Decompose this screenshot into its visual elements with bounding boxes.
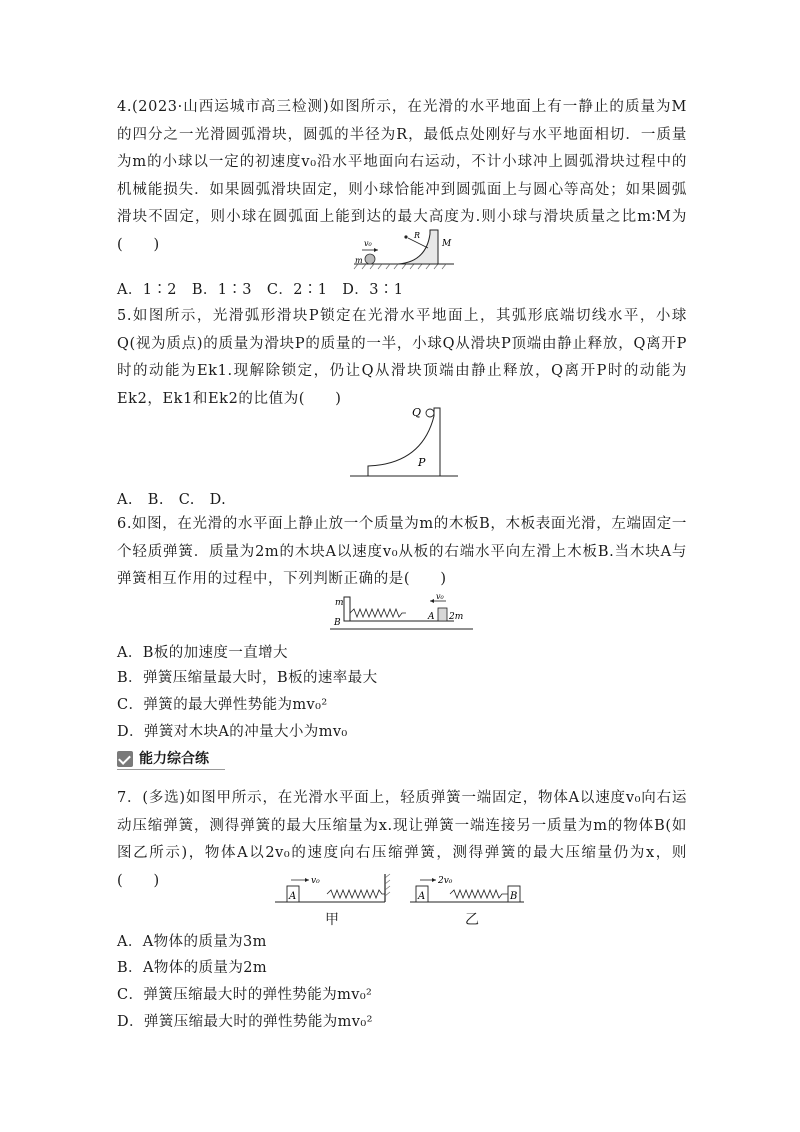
q6-v0-label: v₀: [436, 592, 444, 601]
q4-figure: [350, 226, 460, 276]
q7-option-d: D．弹簧压缩最大时的弹性势能为mv₀²: [117, 1014, 373, 1030]
q5-figure: [350, 398, 460, 488]
q7-option-c: C．弹簧压缩最大时的弹性势能为mv₀²: [117, 987, 373, 1003]
q5-Q-label: Q: [412, 406, 422, 419]
q6-m-label: m: [335, 598, 344, 608]
q6-option-c: C．弹簧的最大弹性势能为mv₀²: [117, 697, 328, 713]
q6-text: 6.如图，在光滑的水平面上静止放一个质量为m的木板B，木板表面光滑，左端固定一个轻质弹簧．质量为2m的木块A以速度v₀从板的右端水平向左滑上木板B.当木块A与弹簧相互作用的过程中，下列判断正确的是( ): [117, 516, 687, 587]
checkmark-icon: [117, 751, 133, 767]
q6-option-a: A．B板的加速度一直增大: [117, 645, 288, 661]
q4-M-label: M: [442, 239, 452, 249]
q7-figure-right: [410, 872, 526, 912]
q4-options: A．1∶2 B．1∶3 C．2∶1 D．3∶1: [117, 282, 404, 298]
q6-figure: [330, 591, 475, 637]
q5-text: 5.如图所示，光滑弧形滑块P锁定在光滑水平地面上，其弧形底端切线水平，小球Q(视为质点)的质量为滑块P的质量的一半，小球Q从滑块P顶端由静止释放，Q离开P时的动能为Ek1.现解除锁定，仍让Q从滑块顶端由静止释放，Q离开P时的动能为Ek2，Ek1和Ek2的比值为( ): [117, 308, 687, 407]
q6-A-label: A: [428, 612, 435, 622]
q7-text: 7．(多选)如图甲所示，在光滑水平面上，轻质弹簧一端固定，物体A以速度v₀向右运动压缩弹簧，测得弹簧的最大压缩量为x.现让弹簧一端连接另一质量为m的物体B(如图乙所示)，物体A以2v₀的速度向右压缩弹簧，测得弹簧的最大压缩量仍为x，则( ): [117, 790, 687, 889]
q5-P-label: P: [418, 456, 426, 469]
q7-figure-left: [275, 872, 393, 912]
q7-A-label-right: A: [418, 891, 426, 902]
q4-text: 4.(2023·山西运城市高三检测)如图所示，在光滑的水平地面上有一静止的质量为M的四分之一光滑圆弧滑块，圆弧的半径为R，最低点处刚好与水平地面相切．一质量为m的小球以一定的初速度v₀沿水平地面向右运动，不计小球冲上圆弧滑块过程中的机械能损失．如果圆弧滑块固定，则小球恰能冲到圆弧面上与圆心等高处；如果圆弧滑块不固定，则小球在圆弧面上能到达的最大高度为.则小球与滑块质量之比m∶M为( ): [117, 99, 687, 253]
q7-option-b: B．A物体的质量为2m: [117, 960, 268, 976]
q4-m-label: m: [355, 256, 363, 265]
q7-option-a: A．A物体的质量为3m: [117, 934, 267, 950]
q7-caption-left: 甲: [325, 912, 339, 928]
q6-2m-label: 2m: [449, 612, 464, 622]
q4-v0-label: v₀: [364, 239, 372, 248]
q6-B-label: B: [334, 618, 341, 628]
section-header: [117, 749, 225, 770]
q7-B-label: B: [510, 891, 518, 902]
q7-2v0-label: 2v₀: [438, 876, 453, 886]
q6-option-b: B．弹簧压缩量最大时，B板的速率最大: [117, 670, 378, 686]
q6-option-d: D．弹簧对木块A的冲量大小为mv₀: [117, 724, 348, 740]
q7-caption-right: 乙: [465, 912, 479, 928]
q7-A-label-left: A: [289, 891, 297, 902]
q5-options: A. B. C. D.: [117, 492, 227, 508]
section-title: 能力综合练: [139, 751, 209, 767]
q4-R-label: R: [414, 231, 421, 240]
q7-v0-label: v₀: [311, 876, 320, 886]
